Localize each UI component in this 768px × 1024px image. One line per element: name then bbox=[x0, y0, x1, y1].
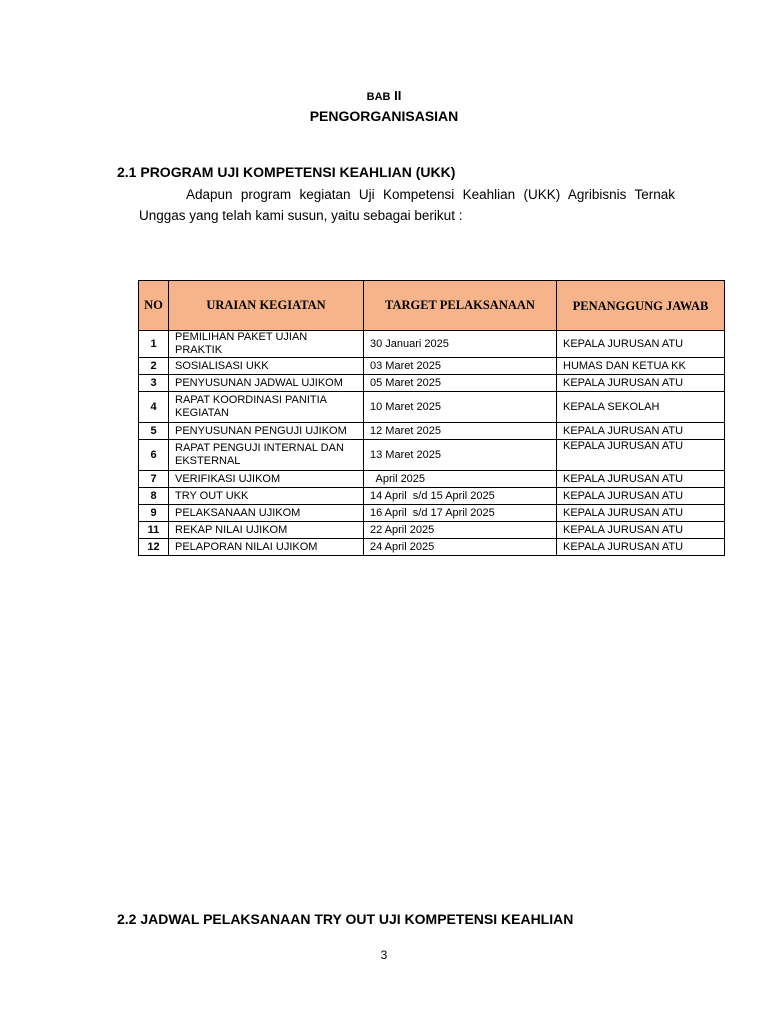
cell-kegiatan: PELAPORAN NILAI UJIKOM bbox=[169, 539, 364, 556]
cell-no: 8 bbox=[139, 488, 169, 505]
page-number: 3 bbox=[380, 948, 388, 962]
header-penanggung-jawab: PENANGGUNG JAWAB bbox=[557, 281, 725, 331]
cell-target: 12 Maret 2025 bbox=[364, 423, 557, 440]
table-row bbox=[139, 331, 725, 358]
cell-kegiatan: RAPAT KOORDINASI PANITIA KEGIATAN bbox=[169, 392, 364, 423]
cell-no: 9 bbox=[139, 505, 169, 522]
cell-target: 05 Maret 2025 bbox=[364, 375, 557, 392]
table-row bbox=[139, 471, 725, 488]
cell-no: 2 bbox=[139, 358, 169, 375]
cell-no: 12 bbox=[139, 539, 169, 556]
page-title: PENGORGANISASIAN bbox=[309, 108, 459, 124]
cell-no: 6 bbox=[139, 440, 169, 471]
header-target-pelaksanaan: TARGET PELAKSANAAN bbox=[364, 281, 557, 331]
section-heading-2-2: 2.2 JADWAL PELAKSANAAN TRY OUT UJI KOMPETENSI KEAHLIAN bbox=[117, 911, 574, 927]
table-row bbox=[139, 375, 725, 392]
cell-pj: KEPALA JURUSAN ATU bbox=[557, 423, 725, 440]
section-heading-2-1: 2.1 PROGRAM UJI KOMPETENSI KEAHLIAN (UKK) bbox=[117, 164, 456, 180]
table-row bbox=[139, 505, 725, 522]
cell-no: 5 bbox=[139, 423, 169, 440]
table-row bbox=[139, 358, 725, 375]
cell-kegiatan: RAPAT PENGUJI INTERNAL DAN EKSTERNAL bbox=[169, 440, 364, 471]
cell-pj: KEPALA JURUSAN ATU bbox=[557, 522, 725, 539]
cell-pj: KEPALA JURUSAN ATU bbox=[557, 440, 725, 471]
cell-pj: HUMAS DAN KETUA KK bbox=[557, 358, 725, 375]
cell-target: 16 April s/d 17 April 2025 bbox=[364, 505, 557, 522]
cell-pj: KEPALA JURUSAN ATU bbox=[557, 331, 725, 358]
cell-kegiatan: SOSIALISASI UKK bbox=[169, 358, 364, 375]
cell-kegiatan: PEMILIHAN PAKET UJIAN PRAKTIK bbox=[169, 331, 364, 358]
cell-no: 1 bbox=[139, 331, 169, 358]
chapter-label bbox=[0, 88, 768, 103]
table-row bbox=[139, 423, 725, 440]
cell-kegiatan: PELAKSANAAN UJIKOM bbox=[169, 505, 364, 522]
ukk-program-table bbox=[138, 280, 725, 556]
cell-target: 13 Maret 2025 bbox=[364, 440, 557, 471]
cell-pj: KEPALA JURUSAN ATU bbox=[557, 488, 725, 505]
cell-no: 7 bbox=[139, 471, 169, 488]
table-row bbox=[139, 522, 725, 539]
cell-kegiatan: PENYUSUNAN JADWAL UJIKOM bbox=[169, 375, 364, 392]
cell-pj: KEPALA JURUSAN ATU bbox=[557, 375, 725, 392]
table-header-row bbox=[139, 281, 725, 331]
cell-pj: KEPALA JURUSAN ATU bbox=[557, 471, 725, 488]
table-row bbox=[139, 488, 725, 505]
header-no: NO bbox=[139, 281, 169, 331]
cell-target: April 2025 bbox=[364, 471, 557, 488]
cell-target: 22 April 2025 bbox=[364, 522, 557, 539]
chapter-prefix: BAB bbox=[366, 91, 391, 103]
cell-pj: KEPALA SEKOLAH bbox=[557, 392, 725, 423]
cell-target: 30 Januari 2025 bbox=[364, 331, 557, 358]
chapter-numeral: II bbox=[394, 88, 402, 103]
table-row bbox=[139, 539, 725, 556]
cell-no: 11 bbox=[139, 522, 169, 539]
cell-kegiatan: PENYUSUNAN PENGUJI UJIKOM bbox=[169, 423, 364, 440]
cell-target: 03 Maret 2025 bbox=[364, 358, 557, 375]
table-row bbox=[139, 392, 725, 423]
header-uraian-kegiatan: URAIAN KEGIATAN bbox=[169, 281, 364, 331]
cell-no: 4 bbox=[139, 392, 169, 423]
cell-kegiatan: VERIFIKASI UJIKOM bbox=[169, 471, 364, 488]
table-row bbox=[139, 440, 725, 471]
cell-target: 24 April 2025 bbox=[364, 539, 557, 556]
cell-target: 14 April s/d 15 April 2025 bbox=[364, 488, 557, 505]
cell-no: 3 bbox=[139, 375, 169, 392]
cell-pj: KEPALA JURUSAN ATU bbox=[557, 539, 725, 556]
intro-paragraph: Adapun program kegiatan Uji Kompetensi Keahlian (UKK) Agribisnis Ternak Unggas yang telah kami susun, yaitu sebagai berikut : bbox=[139, 187, 675, 223]
cell-kegiatan: TRY OUT UKK bbox=[169, 488, 364, 505]
cell-kegiatan: REKAP NILAI UJIKOM bbox=[169, 522, 364, 539]
cell-target: 10 Maret 2025 bbox=[364, 392, 557, 423]
cell-pj: KEPALA JURUSAN ATU bbox=[557, 505, 725, 522]
